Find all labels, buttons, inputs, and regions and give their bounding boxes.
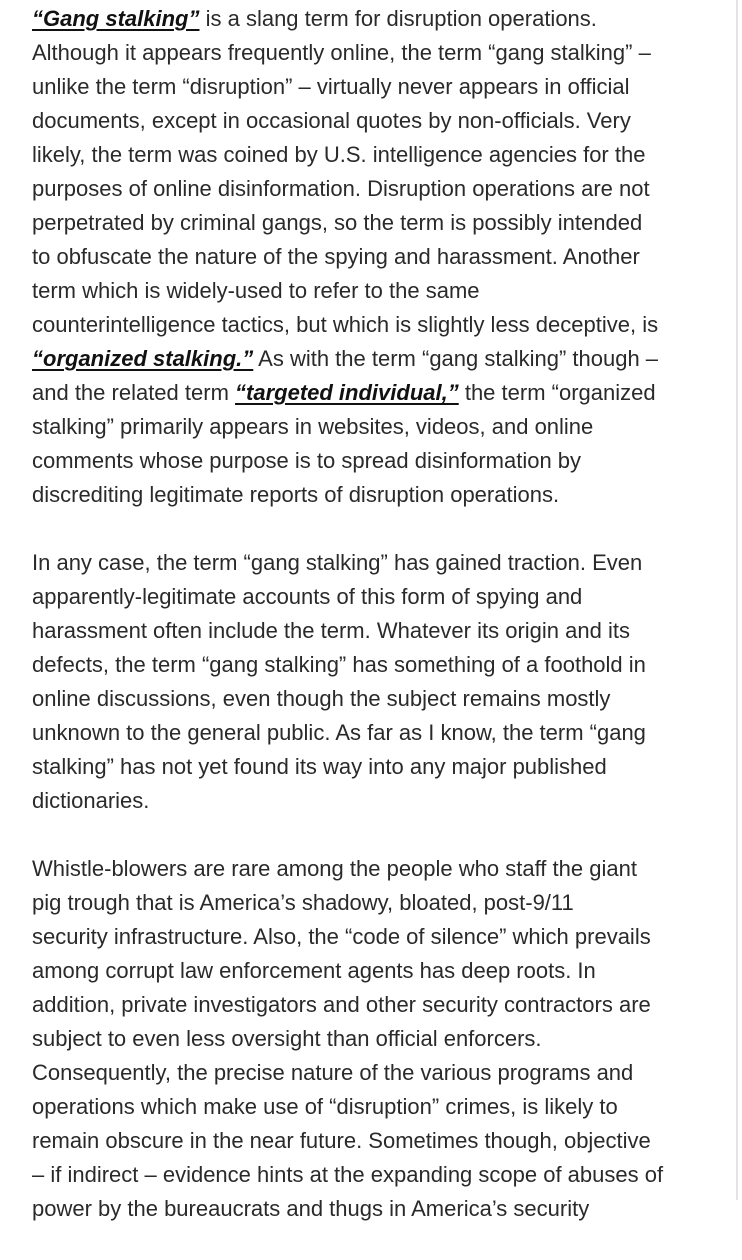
text-line: harassment often include the term. Whatever its origin and its	[32, 618, 630, 643]
text-line: term which is widely-used to refer to the same	[32, 278, 480, 303]
text-line: counterintelligence tactics, but which is slightly less deceptive, is	[32, 312, 659, 337]
text-line: security infrastructure. Also, the “code of silence” which prevails	[32, 924, 651, 949]
text-line: “Gang stalking” is a slang term for disruption operations.	[32, 6, 597, 31]
text-line: remain obscure in the near future. Sometimes though, objective	[32, 1128, 651, 1153]
text-line: Consequently, the precise nature of the various programs and	[32, 1060, 634, 1085]
text-line: stalking” has not yet found its way into any major published	[32, 754, 607, 779]
paragraph-3	[32, 852, 732, 1226]
text-line: addition, private investigators and other security contractors are	[32, 992, 651, 1017]
text-line: likely, the term was coined by U.S. intelligence agencies for the	[32, 142, 646, 167]
text-line: defects, the term “gang stalking” has something of a foothold in	[32, 652, 646, 677]
text-line: unlike the term “disruption” – virtually never appears in official	[32, 74, 630, 99]
text-line: documents, except in occasional quotes by non-officials. Very	[32, 108, 631, 133]
text-line: unknown to the general public. As far as I know, the term “gang	[32, 720, 646, 745]
text-line: and the related term “targeted individual,” the term “organized	[32, 380, 656, 405]
text-line: to obfuscate the nature of the spying and harassment. Another	[32, 244, 640, 269]
text-line: perpetrated by criminal gangs, so the term is possibly intended	[32, 210, 643, 235]
text-line: apparently-legitimate accounts of this form of spying and	[32, 584, 583, 609]
gang-stalking-link[interactable]: “Gang stalking”	[32, 6, 200, 31]
targeted-individual-link[interactable]: “targeted individual,”	[235, 380, 459, 405]
text-line: operations which make use of “disruption” crimes, is likely to	[32, 1094, 618, 1119]
article-body	[32, 2, 732, 1260]
text-line: discrediting legitimate reports of disruption operations.	[32, 482, 560, 507]
text-line: purposes of online disinformation. Disruption operations are not	[32, 176, 650, 201]
text-line: subject to even less oversight than official enforcers.	[32, 1026, 542, 1051]
text-line: “organized stalking.” As with the term “gang stalking” though –	[32, 346, 659, 371]
text-line: stalking” primarily appears in websites, videos, and online	[32, 414, 594, 439]
text-line: Although it appears frequently online, the term “gang stalking” –	[32, 40, 651, 65]
text-line: In any case, the term “gang stalking” has gained traction. Even	[32, 550, 643, 575]
organized-stalking-link[interactable]: “organized stalking.”	[32, 346, 254, 371]
text-line: power by the bureaucrats and thugs in America’s security	[32, 1196, 590, 1221]
text-line: Whistle-blowers are rare among the people who staff the giant	[32, 856, 637, 881]
text-line: comments whose purpose is to spread disinformation by	[32, 448, 582, 473]
text-line: – if indirect – evidence hints at the expanding scope of abuses of	[32, 1162, 664, 1187]
page-edge-divider	[736, 0, 738, 1200]
text-line: pig trough that is America’s shadowy, bloated, post-9/11	[32, 890, 574, 915]
text-line: dictionaries.	[32, 788, 150, 813]
paragraph-1	[32, 2, 732, 512]
text-line: among corrupt law enforcement agents has deep roots. In	[32, 958, 596, 983]
text-line: online discussions, even though the subject remains mostly	[32, 686, 611, 711]
paragraph-2	[32, 546, 732, 818]
